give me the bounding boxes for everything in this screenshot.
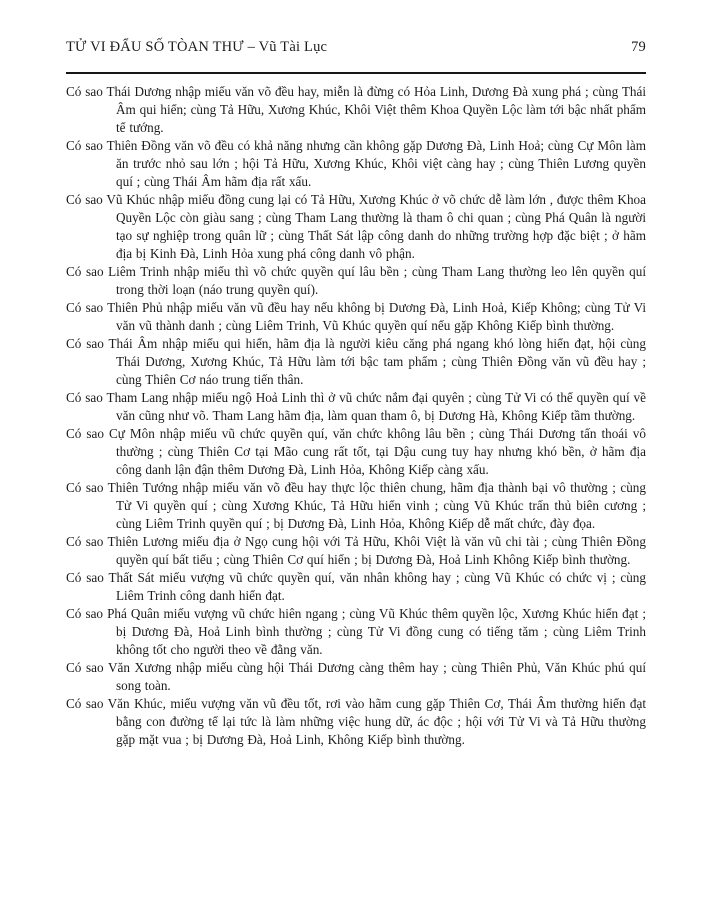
paragraph: Có sao Thiên Tướng nhập miếu văn võ đều hay thực lộc thiên chung, hãm địa thành bại vô thường ; cùng Tử Vi quyền quí ; cùng Xương Khúc, Tả Hữu hiển vinh ; cùng Vũ Khúc trấn thủ biên cương ; cùng Liêm Trinh quyền quí ; bị Dương Đà, Linh Hỏa, Không Kiếp dễ mất chức, đày đọa. — [66, 480, 646, 531]
paragraph: Có sao Tham Lang nhập miếu ngộ Hoả Linh thì ở vũ chức nắm đại quyên ; cùng Tử Vi có thể quyền quí về văn cũng như võ. Tham Lang hãm địa, làm quan tham ô, bị Dương Hà, Không Kiếp tầm thường. — [66, 390, 646, 423]
paragraph: Có sao Liêm Trinh nhập miếu thì võ chức quyền quí lâu bền ; cùng Tham Lang thường leo lên quyền quí trong thời loạn (náo trung quyền quí). — [66, 264, 646, 297]
paragraph: Có sao Văn Khúc, miếu vượng văn vũ đều tốt, rơi vào hãm cung gặp Thiên Cơ, Thái Âm thường hiển đạt bằng con đường tể lại tức là làm những việc hung dữ, ác độc ; hội với Tử Vi và Tả Hữu thường gặp mặt vua ; bị Dương Đà, Hoả Linh, Không Kiếp bình thường. — [66, 696, 646, 747]
page-header — [66, 38, 646, 56]
paragraph: Có sao Văn Xương nhập miếu cùng hội Thái Dương càng thêm hay ; cùng Thiên Phủ, Văn Khúc phú quí song toàn. — [66, 660, 646, 693]
page-number: 79 — [631, 39, 646, 55]
paragraph: Có sao Thiên Phủ nhập miếu văn vũ đều hay nếu không bị Dương Đà, Linh Hoả, Kiếp Không; cùng Tử Vi văn vũ thành danh ; cùng Liêm Trinh, Vũ Khúc quyền quí nếu gặp Không Kiếp bình thường. — [66, 300, 646, 333]
body-text — [66, 83, 646, 749]
header-divider — [66, 72, 646, 74]
paragraph: Có sao Thiên Đồng văn võ đều có khả năng nhưng cần không gặp Dương Đà, Linh Hoả; cùng Cự Môn làm ăn trước nhỏ sau lớn ; hội Tả Hữu, Xương Khúc, Khôi việt càng hay ; cùng Thiên Lương quyền quí ; cùng Thái Âm hãm địa rất xấu. — [66, 138, 646, 189]
page-content — [66, 38, 646, 749]
paragraph: Có sao Thiên Lương miếu địa ở Ngọ cung hội với Tả Hữu, Khôi Việt là văn vũ chi tài ; cùng Thiên Đồng quyền quí bất tiểu ; cùng Thiên Cơ quí hiển ; bị Dương Đà, Hoả Linh Không Kiếp bình thường. — [66, 534, 646, 567]
paragraph: Có sao Cự Môn nhập miếu vũ chức quyền quí, văn chức không lâu bền ; cùng Thái Dương tấn thoái vô thường ; cùng Thiên Cơ tại Mão cung rất tốt, tại Dậu cung tuy hay nhưng khó bền, ở hãm địa công danh lận đận thêm Dương Đà, Linh Hỏa, Không Kiếp càng xấu. — [66, 426, 646, 477]
paragraph: Có sao Thái Dương nhập miếu văn võ đều hay, miễn là đừng có Hỏa Linh, Dương Đà xung phá ; cùng Thái Âm qui hiển; cùng Tả Hữu, Xương Khúc, Khôi Việt thêm Khoa Quyền Lộc làm tới bậc nhất phẩm tể tướng. — [66, 84, 646, 135]
paragraph: Có sao Phá Quân miếu vượng vũ chức hiên ngang ; cùng Vũ Khúc thêm quyền lộc, Xương Khúc hiển đạt ; bị Dương Đà, Hoả Linh bình thường ; cùng Tử Vi đồng cung có tiếng tăm ; cùng Liêm Trinh không tốt cho người theo về đằng văn. — [66, 606, 646, 657]
paragraph: Có sao Thái Âm nhập miếu qui hiển, hãm địa là người kiêu căng phá ngang khó lòng hiển đạt, hội cùng Thái Dương, Xương Khúc, Tả Hữu làm tới bậc tam phẩm ; cùng Thiên Đồng văn vũ đều hay ; cùng Thiên Cơ náo trung tiến thân. — [66, 336, 646, 387]
paragraph: Có sao Vũ Khúc nhập miếu đồng cung lại có Tả Hữu, Xương Khúc ở võ chức dễ làm lớn , được thêm Khoa Quyền Lộc còn giàu sang ; cùng Tham Lang thường là tham ô chi quan ; cùng Phá Quân là người tạo sự nghiệp trong quân lữ ; cùng Thất Sát lập công danh do những trường hợp đặc biệt ; ở hãm địa bị Kinh Đà, Linh Hỏa xung phá công danh vô phận. — [66, 192, 646, 261]
book-title: TỬ VI ĐẨU SỐ TÒAN THƯ – Vũ Tài Lục — [66, 39, 328, 55]
paragraph: Có sao Thất Sát miếu vượng vũ chức quyền quí, văn nhân không hay ; cùng Vũ Khúc có chức vị ; cùng Liêm Trinh công danh hiển đạt. — [66, 570, 646, 603]
